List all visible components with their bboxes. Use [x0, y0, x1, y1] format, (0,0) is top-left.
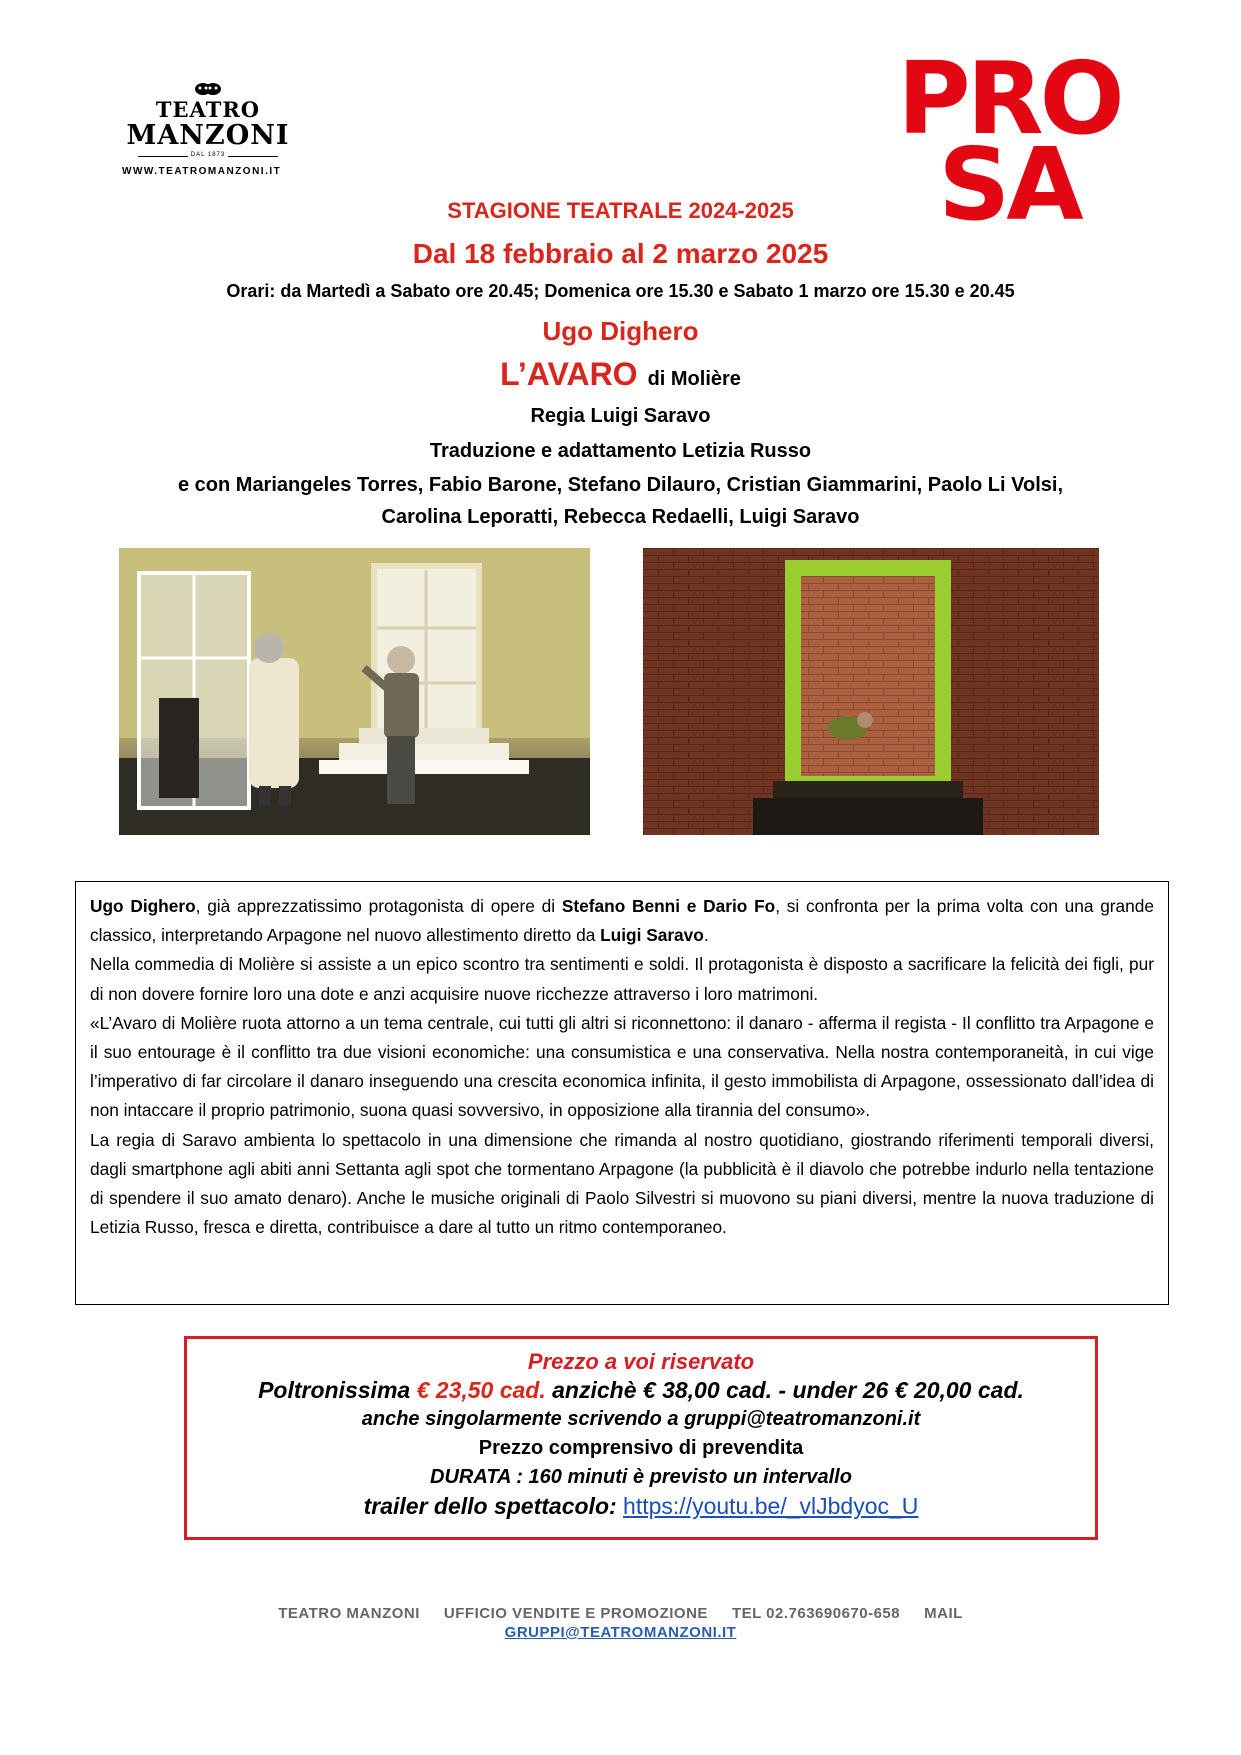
price-amount: € 23,50 cad.	[416, 1377, 546, 1403]
show-author: di Molière	[647, 368, 741, 390]
footer-mail-link[interactable]: GRUPPI@TEATROMANZONI.IT	[504, 1624, 737, 1641]
prosa-line2: SA	[938, 126, 1080, 243]
cast-line-2: Carolina Leporatti, Rebecca Redaelli, Luigi Saravo	[381, 506, 860, 528]
description-text: , si confronta per la prima volta con una grande classico, interpretando Arpagone nel nuovo allestimento diretto da	[90, 896, 1155, 946]
footer-office: UFFICIO VENDITE E PROMOZIONE	[443, 1605, 708, 1622]
logo-line1: TEATRO	[155, 97, 261, 122]
footer-mail-label: MAIL	[924, 1605, 963, 1622]
description-paragraph-1	[90, 892, 1154, 950]
logo-since: DAL 1873	[118, 152, 298, 158]
stage-photo-1	[119, 548, 590, 835]
price-duration: DURATA : 160 minuti è previsto un intervallo	[430, 1466, 852, 1488]
show-title: L’AVARO	[500, 356, 638, 392]
description-bold-actor: Ugo Dighero	[90, 896, 196, 916]
show-title-line	[0, 356, 1241, 393]
price-label: Poltronissima	[258, 1377, 411, 1403]
logo-line2: MANZONI	[126, 120, 290, 151]
description-box	[75, 881, 1169, 1305]
description-text: .	[703, 925, 709, 946]
translation-credit: Traduzione e adattamento Letizia Russo	[429, 440, 812, 462]
trailer-line	[187, 1492, 1095, 1521]
description-bold-authors: Stefano Benni e Dario Fo	[561, 896, 776, 916]
price-single: anche singolarmente scrivendo a gruppi@teatromanzoni.it	[361, 1408, 921, 1430]
show-hours: Orari: da Martedì a Sabato ore 20.45; Domenica ore 15.30 e Sabato 1 marzo ore 15.30 e 20.45	[226, 281, 1015, 301]
description-text: , già apprezzatissimo protagonista di opere di	[195, 896, 562, 916]
price-box	[184, 1336, 1098, 1540]
season-title: STAGIONE TEATRALE 2024-2025	[447, 198, 794, 223]
description-bold-director: Luigi Saravo	[600, 925, 704, 946]
price-heading: Prezzo a voi riservato	[527, 1349, 755, 1374]
teatro-manzoni-logo	[118, 82, 298, 202]
lead-actor: Ugo Dighero	[542, 316, 699, 346]
theatre-mask-icon	[193, 82, 223, 96]
price-presale: Prezzo comprensivo di prevendita	[478, 1437, 804, 1459]
director-credit: Regia Luigi Saravo	[530, 405, 711, 427]
trailer-link[interactable]: https://youtu.be/_vlJbdyoc_U	[623, 1493, 919, 1519]
stage-photo-2	[643, 548, 1099, 835]
footer-org: TEATRO MANZONI	[278, 1605, 420, 1622]
prosa-line1: PRO	[897, 40, 1121, 157]
trailer-label: trailer dello spettacolo:	[363, 1493, 617, 1519]
description-paragraph-4: La regia di Saravo ambienta lo spettacolo in una dimensione che rimanda al nostro quotidiano, giostrando riferimenti temporali diversi, dagli smartphone agli abiti anni Settanta agli spot che tormentano Arpagone (la pubblicità è il diavolo che potrebbe indurlo nella tentazione di spendere il suo amato denaro). Anche le musiche originali di Paolo Silvestri si muovono su piani diversi, mentre la nuova traduzione di Letizia Russo, fresca e diretta, contribuisce a dare al tutto un ritmo contemporaneo.	[90, 1129, 1154, 1238]
show-dates: Dal 18 febbraio al 2 marzo 2025	[412, 238, 829, 269]
cast-line-1: e con Mariangeles Torres, Fabio Barone, Stefano Dilauro, Cristian Giammarini, Paolo Li Volsi,	[177, 474, 1064, 496]
description-paragraph-3: «L’Avaro di Molière ruota attorno a un tema centrale, cui tutti gli altri si riconnettono: il danaro - afferma il regista - Il conflitto tra Arpagone e il suo entourage è il conflitto tra due visioni economiche: una consumistica e una conservativa. Nella nostra contemporaneità, in cui vige l’imperativo di far circolare il danaro inseguendo una crescita economica infinita, il gesto immobilista di Arpagone, ossessionato dall’idea di non intaccare il proprio patrimonio, suona quasi sovversivo, in opposizione alla tirannia del consumo».	[90, 1012, 1154, 1121]
price-rest: anzichè € 38,00 cad. - under 26 € 20,00 cad.	[545, 1377, 1024, 1403]
description-paragraph-2: Nella commedia di Molière si assiste a un epico scontro tra sentimenti e soldi. Il protagonista è disposto a sacrificare la felicità dei figli, pur di non dovere fornire loro una dote e anzi acquisire nuove ricchezze attraverso i loro matrimoni.	[90, 954, 1154, 1004]
price-line	[187, 1376, 1095, 1405]
footer-contacts	[0, 1605, 1241, 1622]
logo-url: WWW.TEATROMANZONI.IT	[122, 166, 282, 177]
footer-tel: TEL 02.763690670-658	[731, 1605, 901, 1622]
